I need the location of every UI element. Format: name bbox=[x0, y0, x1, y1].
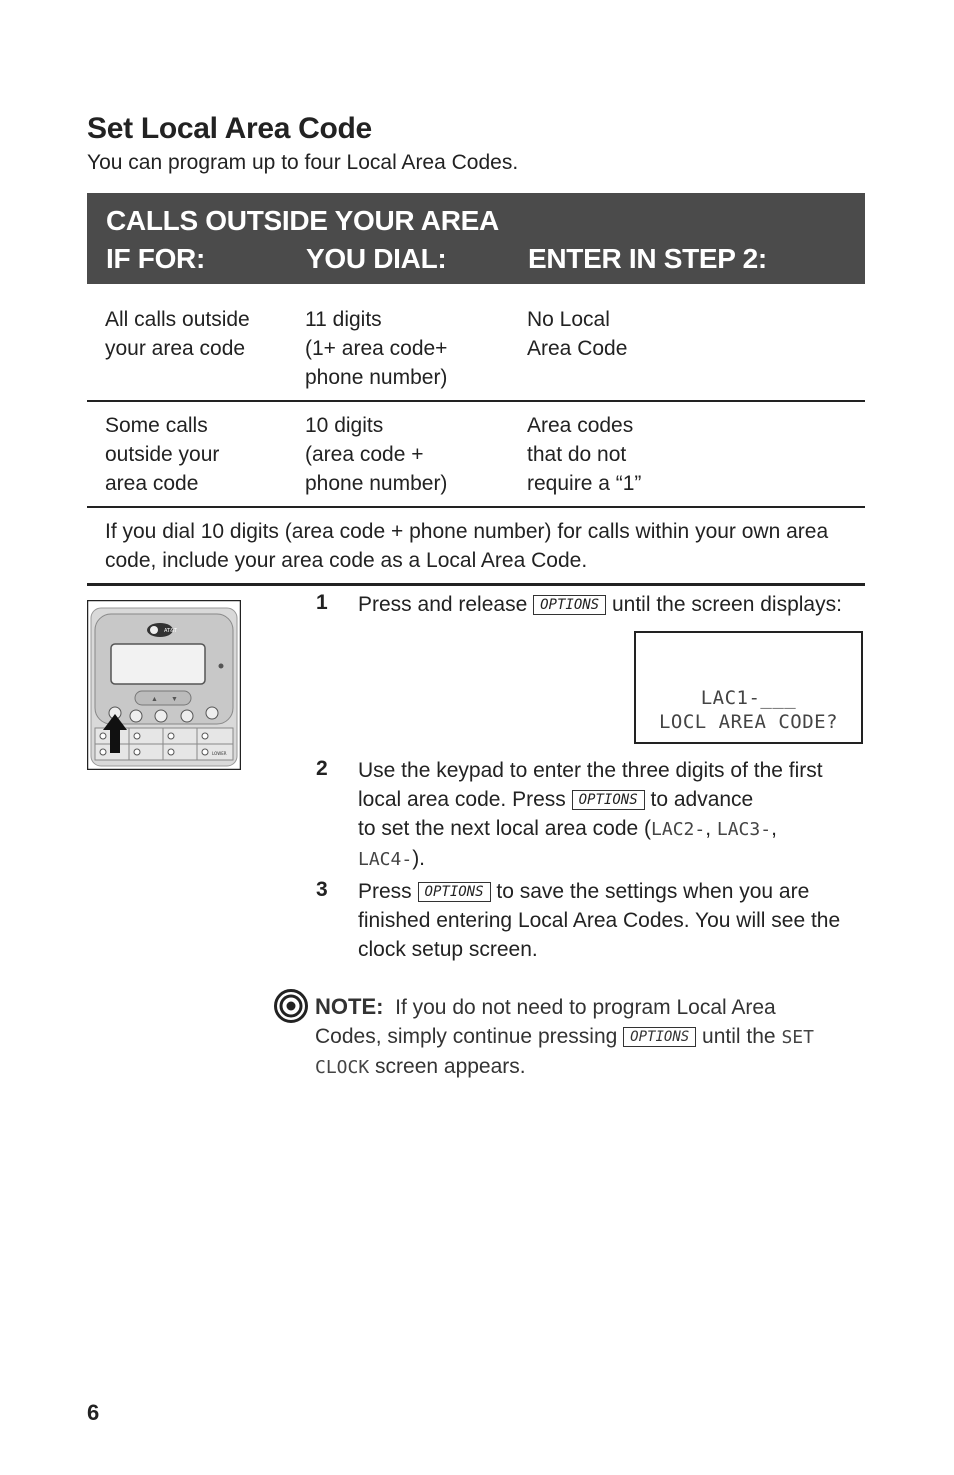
step-1-post: until the screen displays: bbox=[611, 593, 842, 616]
step-2-line3 bbox=[358, 814, 823, 844]
svg-text:LOWER: LOWER bbox=[212, 751, 227, 756]
cell-line: phone number) bbox=[305, 472, 448, 495]
cell-line: No Local bbox=[527, 308, 610, 331]
lac2-code: LAC2- bbox=[651, 819, 706, 840]
lac3-code: LAC3- bbox=[716, 819, 772, 840]
step-1-text bbox=[358, 590, 842, 619]
lcd-line2: LOCL AREA CODE? bbox=[658, 711, 839, 733]
clock-code: CLOCK bbox=[315, 1057, 370, 1078]
row2-col2 bbox=[305, 411, 447, 498]
target-icon bbox=[274, 989, 308, 1023]
col3-header: ENTER IN STEP 2: bbox=[528, 243, 767, 274]
step-3-line1 bbox=[358, 877, 840, 906]
cell-line: (area code + bbox=[305, 443, 424, 466]
row1-col2 bbox=[305, 305, 447, 392]
step-3-pre: Press bbox=[358, 880, 412, 903]
options-key: OPTIONS bbox=[418, 882, 491, 902]
step-2-text bbox=[358, 756, 823, 874]
cell-line: phone number) bbox=[305, 366, 448, 389]
row2-col3 bbox=[527, 411, 641, 498]
phone-illustration bbox=[87, 600, 241, 770]
cell-line: outside your bbox=[105, 443, 220, 466]
cell-line: Some calls bbox=[105, 414, 208, 437]
set-code: SET bbox=[781, 1027, 814, 1048]
note-line2-pre: Codes, simply continue pressing bbox=[315, 1025, 618, 1048]
step-1-number: 1 bbox=[316, 591, 328, 614]
step-3-text bbox=[358, 877, 840, 964]
note-text bbox=[315, 992, 814, 1082]
note-line2 bbox=[315, 1022, 814, 1052]
note-line3 bbox=[315, 1052, 814, 1082]
step-2-line2-pre: local area code. Press bbox=[358, 788, 566, 811]
note-line1 bbox=[315, 992, 814, 1022]
row1-col1 bbox=[105, 305, 250, 363]
step-3-line3: clock setup screen. bbox=[358, 938, 538, 961]
step-3-number: 3 bbox=[316, 878, 328, 901]
cell-line: All calls outside bbox=[105, 308, 250, 331]
section-divider bbox=[87, 583, 865, 586]
footnote-line: If you dial 10 digits (area code + phone number) for calls within your own area bbox=[105, 520, 829, 543]
separator: , bbox=[771, 817, 777, 840]
cell-line: require a “1” bbox=[527, 472, 642, 495]
row-divider bbox=[87, 400, 865, 402]
cell-line: (1+ area code+ bbox=[305, 337, 448, 360]
step-2-line2 bbox=[358, 785, 823, 814]
note-line2-post: until the bbox=[702, 1025, 776, 1048]
note-line1-text: If you do not need to program Local Area bbox=[395, 996, 776, 1019]
step-2-number: 2 bbox=[316, 757, 328, 780]
phone-diagram-icon bbox=[87, 600, 241, 770]
step-2-line4-post: ). bbox=[412, 847, 426, 870]
step-2-line1: Use the keypad to enter the three digits of the first bbox=[358, 759, 823, 782]
page-number: 6 bbox=[87, 1400, 100, 1425]
page-title: Set Local Area Code bbox=[87, 112, 372, 145]
page-subtitle: You can program up to four Local Area Codes. bbox=[87, 151, 519, 174]
step-2-line2-post: to advance bbox=[650, 788, 754, 811]
svg-text:▲: ▲ bbox=[151, 696, 158, 703]
col1-header: IF FOR: bbox=[106, 243, 205, 274]
cell-line: Area codes bbox=[527, 414, 634, 437]
options-key: OPTIONS bbox=[572, 790, 645, 810]
lac4-code: LAC4- bbox=[358, 849, 413, 870]
note-label: NOTE: bbox=[315, 994, 384, 1019]
step-3-post: to save the settings when you are bbox=[496, 880, 810, 903]
lcd-display bbox=[634, 631, 863, 744]
cell-line: that do not bbox=[527, 443, 627, 466]
svg-text:▼: ▼ bbox=[171, 696, 178, 703]
note-line3-post: screen appears. bbox=[375, 1055, 526, 1078]
step-1-pre: Press and release bbox=[358, 593, 528, 616]
options-key: OPTIONS bbox=[623, 1027, 696, 1047]
table-header bbox=[87, 193, 865, 284]
row1-col3 bbox=[527, 305, 627, 363]
col2-header: YOU DIAL: bbox=[306, 243, 447, 274]
step-2-line4 bbox=[358, 844, 823, 874]
cell-line: your area code bbox=[105, 337, 246, 360]
footnote-line: code, include your area code as a Local Area Code. bbox=[105, 549, 588, 572]
cell-line: Area Code bbox=[527, 337, 628, 360]
svg-text:AT&T: AT&T bbox=[164, 628, 178, 634]
row2-col1 bbox=[105, 411, 219, 498]
step-3-line2: finished entering Local Area Codes. You will see the bbox=[358, 909, 841, 932]
header-line1: CALLS OUTSIDE YOUR AREA bbox=[106, 205, 499, 236]
step-2-line3-pre: to set the next local area code ( bbox=[358, 817, 652, 840]
lcd-line1: LAC1-___ bbox=[700, 687, 797, 709]
cell-line: 10 digits bbox=[305, 414, 384, 437]
separator: , bbox=[705, 817, 717, 840]
cell-line: area code bbox=[105, 472, 199, 495]
table-footnote bbox=[105, 517, 867, 575]
options-key: OPTIONS bbox=[533, 595, 606, 615]
cell-line: 11 digits bbox=[305, 308, 382, 331]
row-divider bbox=[87, 506, 865, 508]
